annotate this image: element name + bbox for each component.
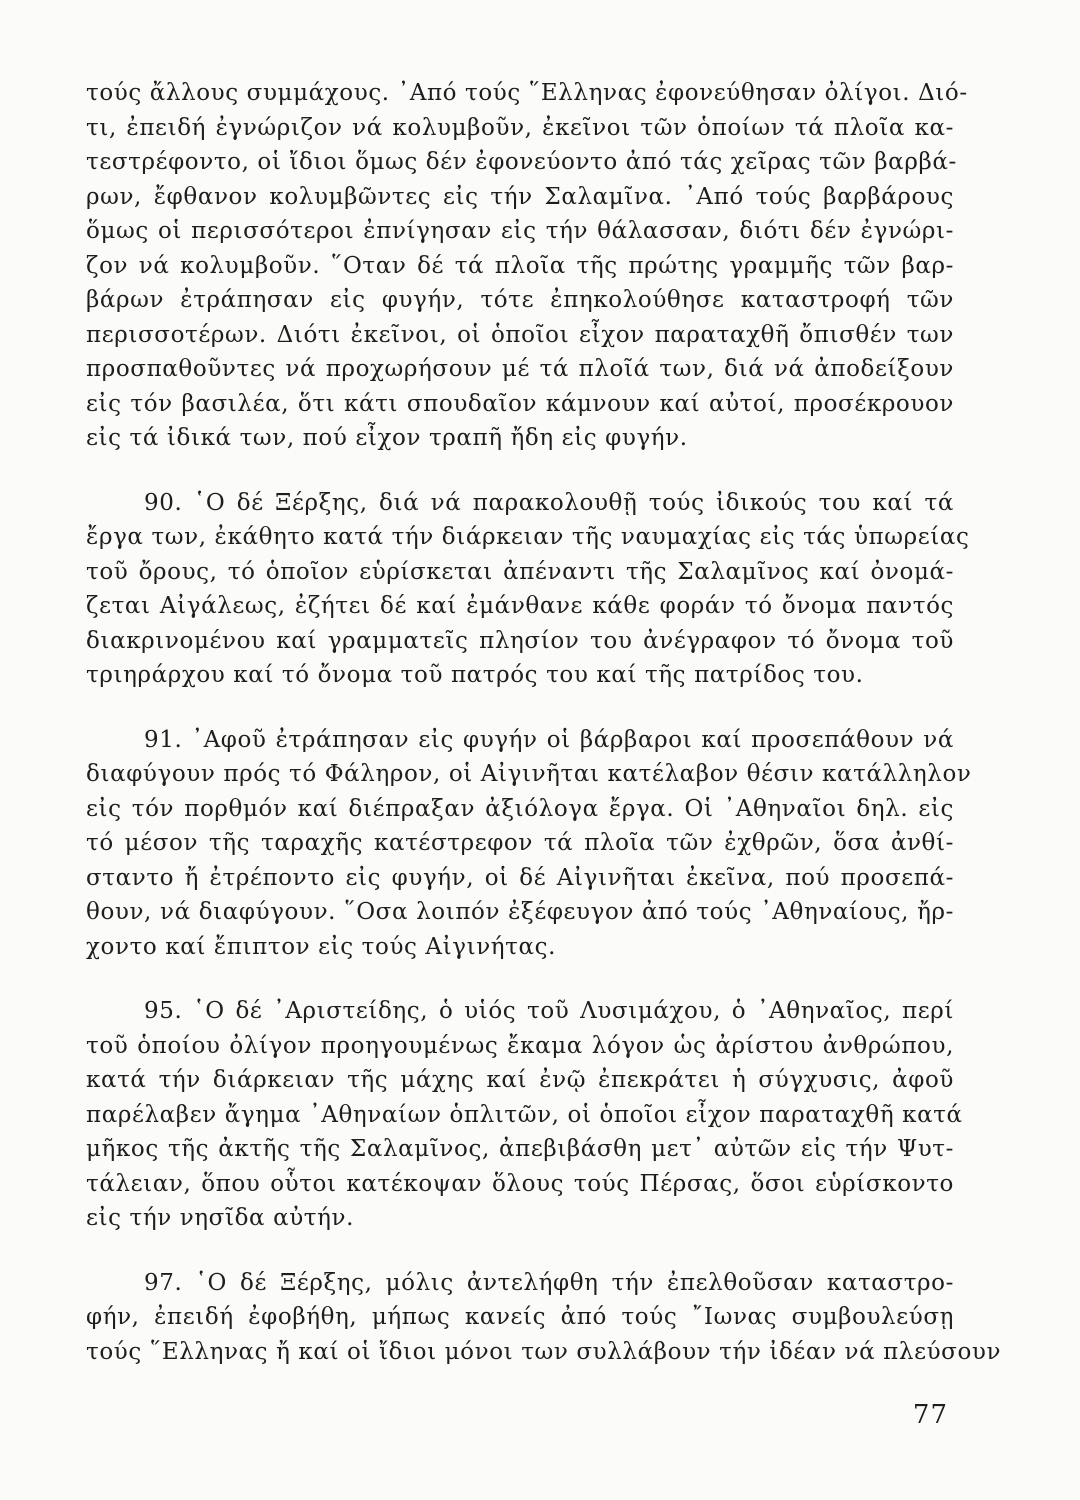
text-line: τοῦ ὁποίου ὀλίγον προηγουμένως ἔκαμα λόγον ὡς ἀρίστου ἀνθρώπου,: [86, 1032, 954, 1059]
paragraph-90: [86, 486, 970, 693]
text-line: μῆκος τῆς ἀκτῆς τῆς Σαλαμῖνος, ἀπεβιβάσθη μετ᾿ αὐτῶν εἰς τήν Ψυτ-: [86, 1136, 954, 1162]
paragraph-97: [86, 1266, 1002, 1370]
text-line: φήν, ἐπειδή ἐφοβήθη, μήπως κανείς ἀπό τούς ῎Ιωνας συμβουλεύσῃ: [86, 1304, 954, 1330]
text-line: παρέλαβεν ἄγημα ᾿Αθηναίων ὁπλιτῶν, οἱ ὁποῖοι εἶχον παραταχθῆ κατά: [86, 1101, 963, 1128]
text-line: χοντο καί ἔπιπτον εἰς τούς Αἰγινήτας.: [86, 933, 557, 960]
text-line: ὅμως οἱ περισσότεροι ἐπνίγησαν εἰς τήν θάλασσαν, διότι δέν ἐγνώρι-: [86, 218, 954, 244]
text-line: ζον νά κολυμβοῦν. ῞Οταν δέ τά πλοῖα τῆς πρώτης γραμμῆς τῶν βαρ-: [86, 252, 954, 279]
text-line: εἰς τά ἰδικά των, πού εἶχον τραπῆ ἤδη εἰς φυγήν.: [86, 425, 688, 451]
text-line: σταντο ἤ ἐτρέποντο εἰς φυγήν, οἱ δέ Αἰγινῆται ἐκεῖνα, πού προσεπά-: [86, 864, 954, 891]
text-line: προσπαθοῦντες νά προχωρήσουν μέ τά πλοῖά των, διά νά ἀποδείξουν: [86, 356, 954, 382]
text-line: τούς ἄλλους συμμάχους. ᾿Από τούς ῞Ελληνας ἐφονεύθησαν ὀλίγοι. Διό-: [86, 80, 968, 106]
text-line: 95. ῾Ο δέ ᾿Αριστείδης, ὁ υἱός τοῦ Λυσιμάχου, ὁ ᾿Αθηναῖος, περί: [144, 998, 954, 1024]
paragraph-91: [86, 723, 972, 965]
text-line: 91. ᾿Αφοῦ ἐτράπησαν εἰς φυγήν οἱ βάρβαροι καί προσεπάθουν νά: [144, 726, 954, 753]
text-line: 97. ῾Ο δέ Ξέρξης, μόλις ἀντελήφθη τήν ἐπελθοῦσαν καταστρο-: [144, 1269, 954, 1296]
text-line: βάρων ἐτράπησαν εἰς φυγήν, τότε ἐπηκολούθησε καταστροφή τῶν: [86, 287, 954, 313]
text-line: τριηράρχου καί τό ὄνομα τοῦ πατρός του καί τῆς πατρίδος του.: [86, 662, 864, 688]
text-line: εἰς τόν πορθμόν καί διέπραξαν ἀξιόλογα ἔργα. Οἱ ᾿Αθηναῖοι δηλ. εἰς: [86, 795, 954, 822]
text-line: διακρινομένου καί γραμματεῖς πλησίον του ἀνέγραφον τό ὄνομα τοῦ: [86, 627, 954, 654]
text-line: ρων, ἔφθανον κολυμβῶντες εἰς τήν Σαλαμῖνα. ᾿Από τούς βαρβάρους: [86, 183, 954, 210]
body-text: [86, 76, 1002, 1399]
text-line: 90. ῾Ο δέ Ξέρξης, διά νά παρακολουθῇ τούς ἰδικούς του καί τά: [144, 489, 954, 516]
text-line: τι, ἐπειδή ἐγνώριζον νά κολυμβοῦν, ἐκεῖνοι τῶν ὁποίων τά πλοῖα κα-: [86, 114, 954, 141]
text-line: τούς ῞Ελληνας ἤ καί οἱ ἴδιοι μόνοι των συλλάβουν τήν ἰδέαν νά πλεύσουν: [86, 1338, 1002, 1365]
text-line: τεστρέφοντο, οἱ ἴδιοι ὅμως δέν ἐφονεύοντο ἀπό τάς χεῖρας τῶν βαρβά-: [86, 149, 957, 175]
page-number: 77: [912, 1400, 948, 1430]
text-line: κατά τήν διάρκειαν τῆς μάχης καί ἐνῷ ἐπεκράτει ἡ σύγχυσις, ἀφοῦ: [86, 1067, 954, 1093]
text-line: θουν, νά διαφύγουν. ῞Οσα λοιπόν ἐξέφευγον ἀπό τούς ᾿Αθηναίους, ἤρ-: [86, 899, 954, 925]
paragraph-continuation: [86, 76, 968, 456]
text-line: τό μέσον τῆς ταραχῆς κατέστρεφον τά πλοῖα τῶν ἐχθρῶν, ὅσα ἀνθί-: [86, 830, 954, 856]
text-line: ἔργα των, ἐκάθητο κατά τήν διάρκειαν τῆς ναυμαχίας εἰς τάς ὑπωρείας: [86, 524, 970, 550]
text-line: διαφύγουν πρός τό Φάληρον, οἱ Αἰγινῆται κατέλαβον θέσιν κατάλληλον: [86, 761, 972, 787]
paragraph-95: [86, 994, 963, 1236]
text-line: τάλειαν, ὅπου οὗτοι κατέκοψαν ὅλους τούς Πέρσας, ὅσοι εὑρίσκοντο: [86, 1170, 954, 1197]
text-line: περισσοτέρων. Διότι ἐκεῖνοι, οἱ ὁποῖοι εἶχον παραταχθῆ ὄπισθέν των: [86, 321, 954, 348]
text-line: εἰς τήν νησῖδα αὐτήν.: [86, 1205, 355, 1231]
text-line: τοῦ ὄρους, τό ὁποῖον εὑρίσκεται ἀπέναντι τῆς Σαλαμῖνος καί ὀνομά-: [86, 558, 954, 585]
text-line: εἰς τόν βασιλέα, ὅτι κάτι σπουδαῖον κάμνουν καί αὐτοί, προσέκρουον: [86, 390, 954, 417]
text-line: ζεται Αἰγάλεως, ἐζήτει δέ καί ἐμάνθανε κάθε φοράν τό ὄνομα παντός: [86, 593, 954, 619]
